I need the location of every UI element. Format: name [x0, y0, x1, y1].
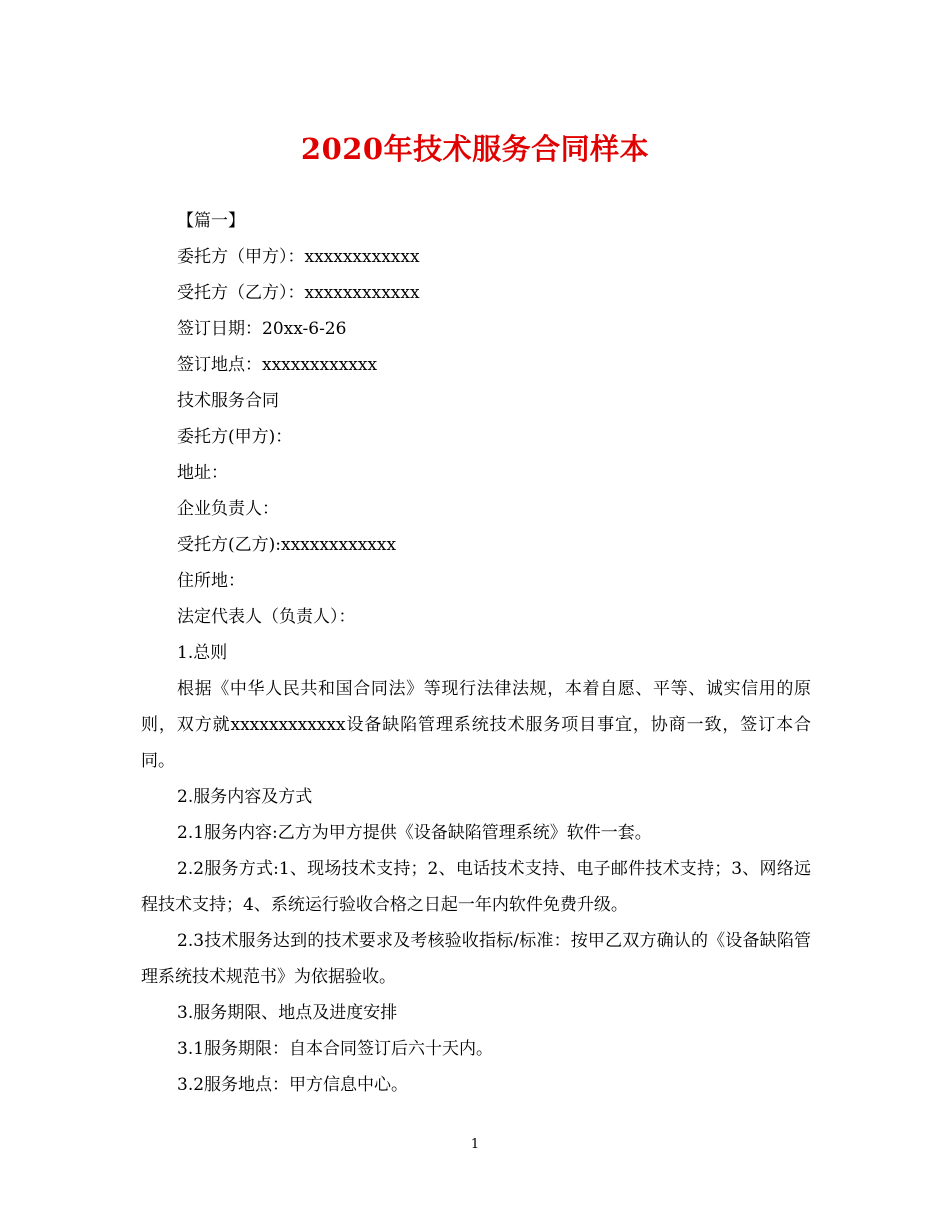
client-name-field: 委托方(甲方)： [177, 427, 293, 447]
contract-name-line: 技术服务合同 [177, 391, 279, 411]
signing-date-line: 签订日期：20xx-6-26 [177, 319, 347, 339]
contractor-address-field: 住所地： [177, 571, 245, 591]
page-number: 1 [470, 1137, 480, 1152]
clause-2-1: 2.1服务内容:乙方为甲方提供《设备缺陷管理系统》软件一套。 [177, 823, 652, 843]
legal-representative-field: 法定代表人（负责人）： [177, 607, 356, 627]
signing-place-line: 签订地点：xxxxxxxxxxxx [177, 355, 378, 375]
section-1-paragraph: 根据《中华人民共和国合同法》等现行法律法规，本着自愿、平等、诚实信用的原则，双方就xxxxxxxxxxxx设备缺陷管理系统技术服务项目事宜，协商一致，签订本合同。 [141, 679, 811, 771]
document-body [141, 203, 811, 1103]
clause-2-2: 2.2服务方式:1、现场技术支持；2、电话技术支持、电子邮件技术支持；3、网络远程技术支持；4、系统运行验收合格之日起一年内软件免费升级。 [141, 859, 811, 915]
clause-2-3: 2.3技术服务达到的技术要求及考核验收指标/标准：按甲乙双方确认的《设备缺陷管理系统技术规范书》为依据验收。 [141, 931, 811, 987]
contractor-name-field: 受托方(乙方):xxxxxxxxxxxx [177, 535, 397, 555]
section-2-heading: 2.服务内容及方式 [177, 787, 313, 807]
client-party-line: 委托方（甲方）：xxxxxxxxxxxx [177, 247, 420, 267]
section-1-heading: 1.总则 [177, 643, 228, 663]
clause-3-2: 3.2服务地点：甲方信息中心。 [177, 1075, 409, 1095]
client-address-field: 地址： [177, 463, 228, 483]
section-3-heading: 3.服务期限、地点及进度安排 [177, 1003, 398, 1023]
clause-3-1: 3.1服务期限：自本合同签订后六十天内。 [177, 1039, 494, 1059]
section-heading-part-one: 【篇一】 [177, 211, 245, 231]
document-title: 2020年技术服务合同样本 [300, 132, 650, 166]
client-representative-field: 企业负责人： [177, 499, 279, 519]
contractor-party-line: 受托方（乙方）：xxxxxxxxxxxx [177, 283, 420, 303]
